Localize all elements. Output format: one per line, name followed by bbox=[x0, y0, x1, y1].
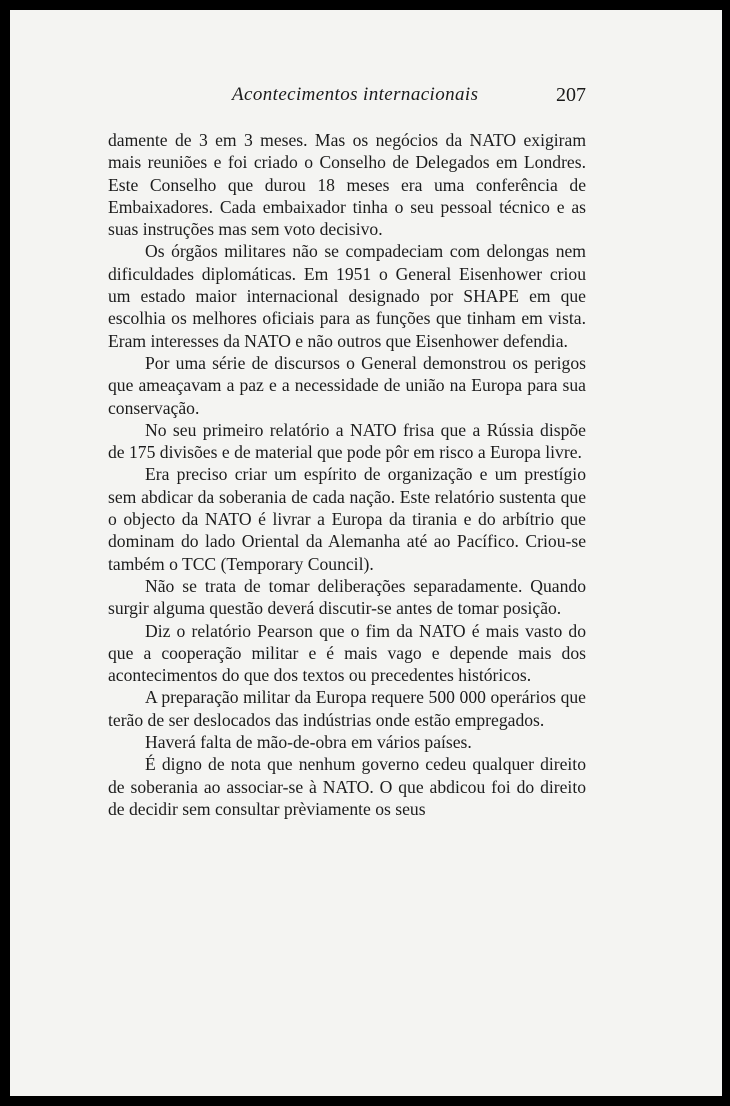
paragraph-1: damente de 3 em 3 meses. Mas os negócios da NATO exigiram mais reuniões e foi criado o Conselho de Delegados em Londres. Este Conselho que durou 18 meses era uma conferência de Embaixadores. Cada embaixador tinha o seu pessoal técnico e as suas instruções mas sem voto decisivo. bbox=[108, 130, 586, 240]
paragraph-2: Os órgãos militares não se compadeciam com delongas nem dificuldades diplomáticas. Em 1951 o General Eisenhower criou um estado maior internacional designado por SHAPE em que escolhia os melhores oficiais para as funções que tinham em vista. Eram interesses da NATO e não outros que Eisenhower defendia. bbox=[108, 241, 586, 351]
paragraph-3: Por uma série de discursos o General demonstrou os perigos que ameaçavam a paz e a necessidade de união na Europa para sua conservação. bbox=[108, 352, 586, 418]
paragraph-6: Não se trata de tomar deliberações separadamente. Quando surgir alguma questão deverá discutir-se antes de tomar posição. bbox=[108, 575, 586, 619]
page-number: 207 bbox=[556, 84, 586, 106]
book-page bbox=[10, 10, 722, 1096]
paragraph-9: Haverá falta de mão-de-obra em vários países. bbox=[145, 732, 472, 753]
page-header bbox=[10, 84, 722, 112]
body-text bbox=[108, 129, 586, 820]
running-title: Acontecimentos internacionais bbox=[232, 84, 479, 105]
paragraph-4: No seu primeiro relatório a NATO frisa que a Rússia dispõe de 175 divisões e de material que pode pôr em risco a Europa livre. bbox=[108, 419, 586, 463]
paragraph-10: É digno de nota que nenhum governo cedeu qualquer direito de soberania ao associar-se à NATO. O que abdicou foi do direito de decidir sem consultar prèviamente os seus bbox=[108, 754, 586, 819]
paragraph-5: Era preciso criar um espírito de organização e um prestígio sem abdicar da soberania de cada nação. Este relatório sustenta que o objecto da NATO é livrar a Europa da tirania e do arbítrio que dominam do lado Oriental da Alemanha até ao Pacífico. Criou-se também o TCC (Temporary Council). bbox=[108, 464, 586, 574]
paragraph-8: A preparação militar da Europa requere 500 000 operários que terão de ser deslocados das indústrias onde estão empregados. bbox=[108, 687, 586, 730]
paragraph-7: Diz o relatório Pearson que o fim da NATO é mais vasto do que a cooperação militar e é mais vago e depende mais dos acontecimentos do que dos textos ou precedentes históricos. bbox=[108, 620, 586, 686]
